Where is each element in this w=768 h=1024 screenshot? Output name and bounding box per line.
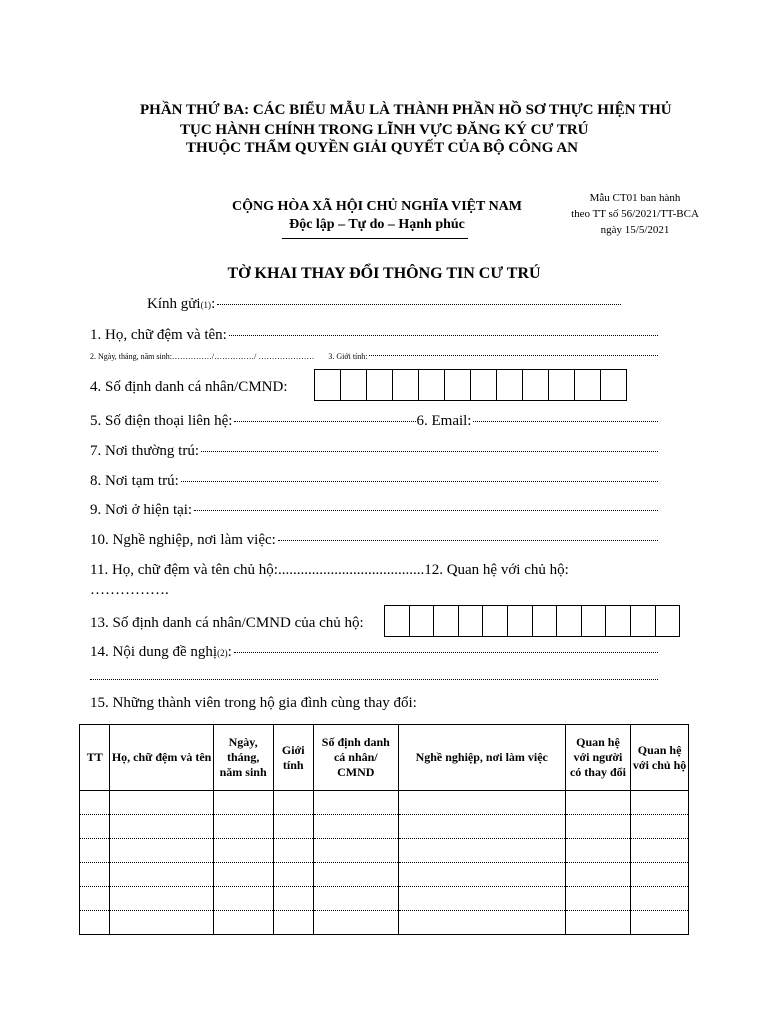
request-content-input-line-2[interactable] xyxy=(90,679,658,680)
temporary-residence-label: 8. Nơi tạm trú: xyxy=(90,473,179,489)
current-residence-field[interactable] xyxy=(90,500,658,520)
temporary-residence-field[interactable] xyxy=(90,471,658,491)
kinh-gui-colon: : xyxy=(211,296,216,312)
table-cell[interactable] xyxy=(631,863,689,887)
table-row xyxy=(80,887,689,911)
table-cell[interactable] xyxy=(398,791,565,815)
phone-email-field[interactable] xyxy=(90,411,658,431)
email-label: 6. Email: xyxy=(416,413,472,429)
form-code-line-3: ngày 15/5/2021 xyxy=(600,224,670,236)
kinh-gui-input-line[interactable] xyxy=(217,303,621,305)
table-cell[interactable] xyxy=(80,839,110,863)
table-row xyxy=(80,815,689,839)
phone-input-line[interactable] xyxy=(234,420,416,422)
table-row xyxy=(80,911,689,935)
table-cell[interactable] xyxy=(398,815,565,839)
kinh-gui-label: Kính gửi xyxy=(147,296,201,312)
table-cell[interactable] xyxy=(80,815,110,839)
table-cell[interactable] xyxy=(398,863,565,887)
table-cell[interactable] xyxy=(213,863,273,887)
section-heading-line-2: TỤC HÀNH CHÍNH TRONG LĨNH VỰC ĐĂNG KÝ CƯ TRÚ xyxy=(180,122,589,138)
col-dob: Ngày, tháng, năm sinh xyxy=(213,725,273,791)
table-cell[interactable] xyxy=(565,791,630,815)
gender-input-line[interactable] xyxy=(369,354,658,356)
motto-underline xyxy=(282,238,468,239)
phone-label: 5. Số điện thoại liên hệ: xyxy=(90,413,233,429)
members-table xyxy=(79,724,689,935)
temporary-residence-input-line[interactable] xyxy=(181,480,658,482)
table-cell[interactable] xyxy=(565,815,630,839)
table-cell[interactable] xyxy=(110,815,213,839)
dob-gender-field[interactable] xyxy=(90,352,658,362)
table-cell[interactable] xyxy=(80,911,110,935)
household-head-label: 11. Họ, chữ đệm và tên chủ hộ:.......................................12. Quan hệ với chủ hộ: xyxy=(90,562,569,578)
table-cell[interactable] xyxy=(110,791,213,815)
table-cell[interactable] xyxy=(631,887,689,911)
table-cell[interactable] xyxy=(80,863,110,887)
table-cell[interactable] xyxy=(213,839,273,863)
request-content-colon: : xyxy=(227,644,232,660)
table-cell[interactable] xyxy=(565,863,630,887)
national-name: CỘNG HÒA XÃ HỘI CHỦ NGHĨA VIỆT NAM xyxy=(231,199,522,214)
occupation-field[interactable] xyxy=(90,530,658,550)
id-number-boxes[interactable] xyxy=(314,369,627,401)
table-row xyxy=(80,791,689,815)
table-cell[interactable] xyxy=(631,839,689,863)
household-head-id-boxes[interactable] xyxy=(384,605,680,637)
table-cell[interactable] xyxy=(565,887,630,911)
col-tt: TT xyxy=(80,725,110,791)
relation-to-head-continuation: ……………. xyxy=(90,582,169,598)
table-cell[interactable] xyxy=(631,791,689,815)
col-gender: Giới tính xyxy=(273,725,313,791)
table-cell[interactable] xyxy=(313,911,398,935)
table-cell[interactable] xyxy=(273,863,313,887)
members-table-header xyxy=(80,725,689,791)
national-motto: Độc lập – Tự do – Hạnh phúc xyxy=(289,217,465,232)
occupation-label: 10. Nghề nghiệp, nơi làm việc: xyxy=(90,532,276,548)
table-row xyxy=(80,863,689,887)
col-occupation: Nghề nghiệp, nơi làm việc xyxy=(398,725,565,791)
full-name-label: 1. Họ, chữ đệm và tên: xyxy=(90,327,227,343)
table-row xyxy=(80,839,689,863)
full-name-field[interactable] xyxy=(90,325,658,345)
table-cell[interactable] xyxy=(110,887,213,911)
email-input-line[interactable] xyxy=(473,420,658,422)
col-relation-changer: Quan hệ với người có thay đổi xyxy=(565,725,630,791)
form-code-line-2: theo TT số 56/2021/TT-BCA xyxy=(571,208,699,220)
table-cell[interactable] xyxy=(110,911,213,935)
table-cell[interactable] xyxy=(273,791,313,815)
table-cell[interactable] xyxy=(110,863,213,887)
members-section-label: 15. Những thành viên trong hộ gia đình cùng thay đổi: xyxy=(90,695,417,711)
occupation-input-line[interactable] xyxy=(278,539,658,541)
table-cell[interactable] xyxy=(398,911,565,935)
dob-label: 2. Ngày, tháng, năm sinh:……………/……………/ ………………… xyxy=(90,352,315,361)
kinh-gui-field[interactable]: Kính gửi (1) : xyxy=(147,294,621,314)
request-content-input-line[interactable] xyxy=(234,651,658,653)
table-cell[interactable] xyxy=(631,815,689,839)
table-cell[interactable] xyxy=(80,791,110,815)
table-cell[interactable] xyxy=(273,911,313,935)
table-cell[interactable] xyxy=(273,839,313,863)
table-cell[interactable] xyxy=(313,887,398,911)
table-cell[interactable] xyxy=(213,815,273,839)
table-cell[interactable] xyxy=(565,839,630,863)
household-head-id-label: 13. Số định danh cá nhân/CMND của chủ hộ: xyxy=(90,615,364,631)
table-cell[interactable] xyxy=(313,791,398,815)
table-cell[interactable] xyxy=(273,887,313,911)
table-cell[interactable] xyxy=(631,911,689,935)
permanent-residence-input-line[interactable] xyxy=(201,450,658,452)
form-code xyxy=(560,190,710,238)
section-heading-line-1: PHẦN THỨ BA: CÁC BIỂU MẪU LÀ THÀNH PHẦN HỒ SƠ THỰC HIỆN THỦ xyxy=(140,102,672,118)
form-code-line-1: Mẫu CT01 ban hành xyxy=(589,192,681,204)
full-name-input-line[interactable] xyxy=(229,334,658,336)
permanent-residence-field[interactable] xyxy=(90,441,658,461)
request-content-field[interactable]: 14. Nội dung đề nghị (2) : xyxy=(90,642,658,662)
permanent-residence-label: 7. Nơi thường trú: xyxy=(90,443,199,459)
members-table-body xyxy=(80,791,689,935)
request-content-label: 14. Nội dung đề nghị xyxy=(90,644,218,660)
table-cell[interactable] xyxy=(398,887,565,911)
form-title: TỜ KHAI THAY ĐỔI THÔNG TIN CƯ TRÚ xyxy=(227,265,541,282)
gender-label: 3. Giới tính: xyxy=(328,352,368,361)
id-number-label: 4. Số định danh cá nhân/CMND: xyxy=(90,379,288,395)
table-cell[interactable] xyxy=(273,815,313,839)
table-cell[interactable] xyxy=(398,839,565,863)
table-cell[interactable] xyxy=(213,791,273,815)
col-id-number: Số định danh cá nhân/ CMND xyxy=(313,725,398,791)
table-cell[interactable] xyxy=(110,839,213,863)
table-cell[interactable] xyxy=(313,839,398,863)
section-heading-line-3: THUỘC THẨM QUYỀN GIẢI QUYẾT CỦA BỘ CÔNG AN xyxy=(186,140,578,156)
table-cell[interactable] xyxy=(565,911,630,935)
table-cell[interactable] xyxy=(80,887,110,911)
table-cell[interactable] xyxy=(313,863,398,887)
col-relation-head: Quan hệ với chủ hộ xyxy=(631,725,689,791)
table-cell[interactable] xyxy=(213,887,273,911)
current-residence-input-line[interactable] xyxy=(194,509,658,511)
table-cell[interactable] xyxy=(213,911,273,935)
current-residence-label: 9. Nơi ở hiện tại: xyxy=(90,502,193,518)
table-cell[interactable] xyxy=(313,815,398,839)
col-full-name: Họ, chữ đệm và tên xyxy=(110,725,213,791)
